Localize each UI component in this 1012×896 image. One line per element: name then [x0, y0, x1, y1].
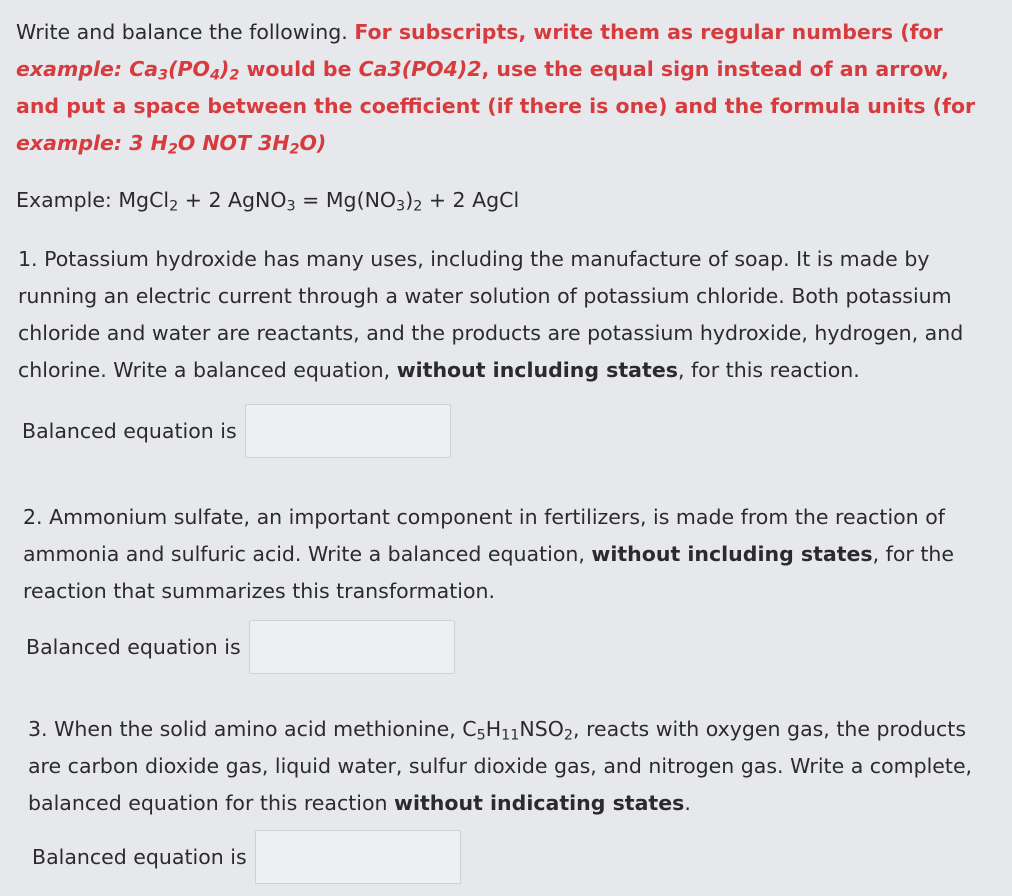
- instructions-red: For subscripts, write them as regular numbers (for example: $Ca_3(PO_4)_2$ would be Ca3(PO4)2, use the equal sign instead of an arrow, and put a space between the coefficient (if there is one) and the formula units (for example: 3 $H_2O$ NOT $3H_2O$): [16, 20, 976, 158]
- question-1-text: 1. Potassium hydroxide has many uses, including the manufacture of soap. It is made by running an electric current through a water solution of potassium chloride. Both potassium chloride and water are reactants, and the products are potassium hydroxide, hydrogen, and chlorine. Write a balanced equation, without including states, for this reaction.: [18, 247, 964, 382]
- question-2-answer-row: [26, 620, 455, 674]
- question-1-answer-row: [22, 404, 451, 458]
- instructions: [16, 14, 991, 162]
- question-3-answer-label: Balanced equation is: [32, 845, 247, 869]
- question-2-answer-input[interactable]: [249, 620, 455, 674]
- example-equation: Example: MgCl$_2$ + 2 AgNO$_3$ = $Mg(NO_3)_2 + 2$ AgCl: [16, 188, 520, 215]
- question-1-answer-label: Balanced equation is: [22, 419, 237, 443]
- instructions-lead: Write and balance the following.: [16, 20, 355, 44]
- question-3-text: 3. When the solid amino acid methionine, $C_5H_{11}NSO_2$, reacts with oxygen gas, the products are carbon dioxide gas, liquid water, sulfur dioxide gas, and nitrogen gas. Write a complete, balanced equation for this reaction without indicating states.: [28, 717, 973, 815]
- question-2-text: 2. Ammonium sulfate, an important component in fertilizers, is made from the reaction of ammonia and sulfuric acid. Write a balanced equation, without including states, for the reaction that summarizes this transformation.: [23, 505, 955, 603]
- question-2-answer-label: Balanced equation is: [26, 635, 241, 659]
- question-3-answer-row: [32, 830, 461, 884]
- question-1-answer-input[interactable]: [245, 404, 451, 458]
- question-3-answer-input[interactable]: [255, 830, 461, 884]
